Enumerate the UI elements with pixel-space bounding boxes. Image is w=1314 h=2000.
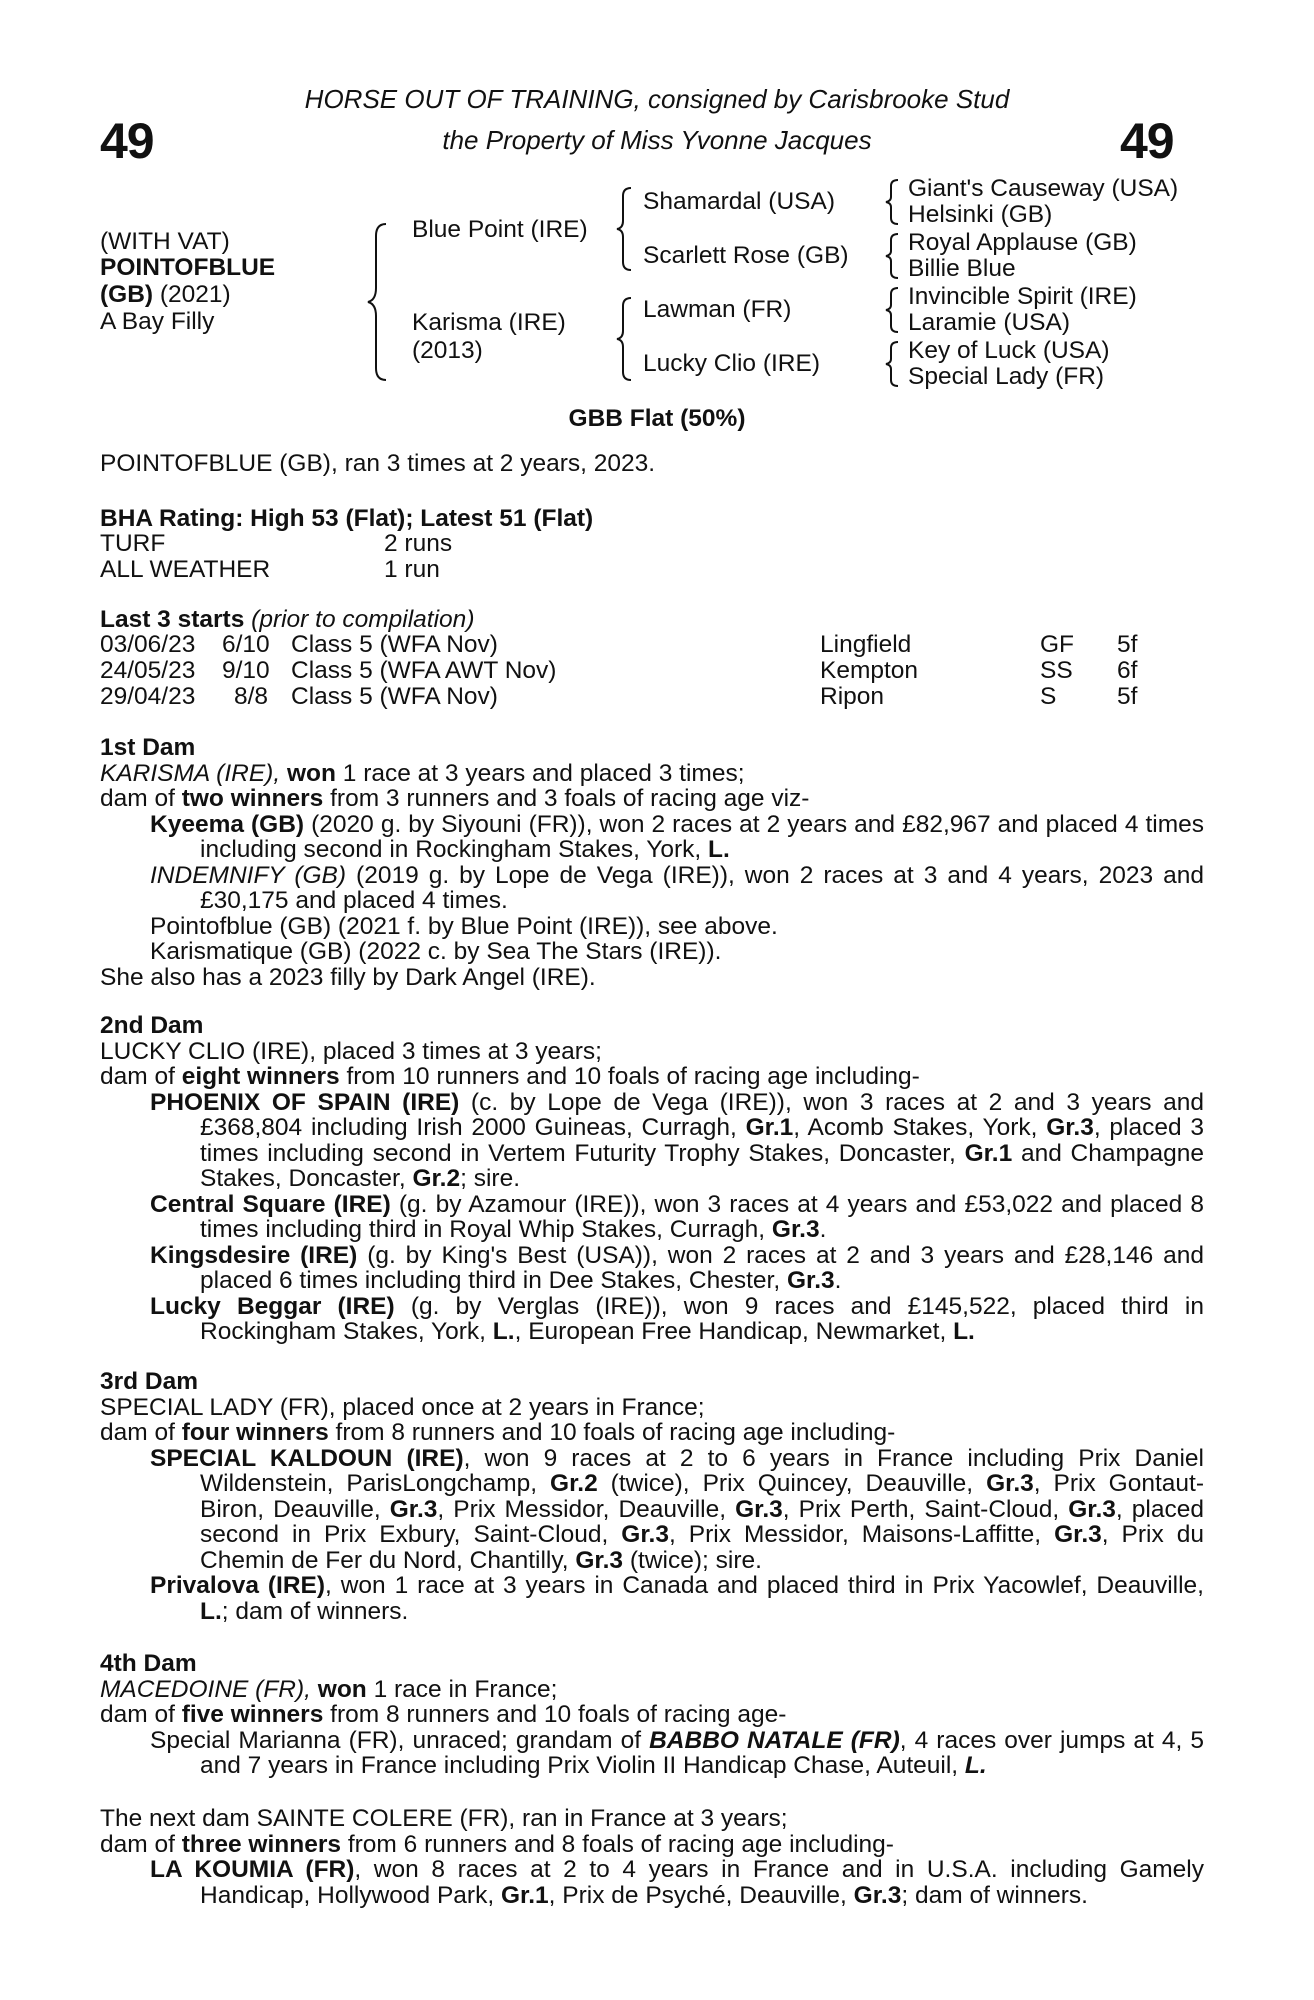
- pedigree-sds: Royal Applause (GB): [908, 229, 1137, 256]
- first-dam-name: KARISMA (IRE),: [100, 759, 287, 787]
- all-weather-runs: 1 run: [384, 556, 440, 583]
- fourth-dam-title: 4th Dam: [100, 1650, 197, 1677]
- first-dam-record: [100, 761, 1204, 787]
- last-starts-title: Last 3 starts: [100, 606, 245, 633]
- second-dam-section: [100, 1013, 1204, 1345]
- start-course: Lingfield: [820, 631, 912, 658]
- all-weather-label: ALL WEATHER: [100, 556, 271, 583]
- first-dam-title: 1st Dam: [100, 734, 196, 761]
- produce-text: , placed 3 times including second in Vertem Futurity Trophy Stakes, Doncaster,: [200, 1114, 1205, 1167]
- produce-name: INDEMNIFY (GB): [150, 861, 347, 889]
- produce-name: Kingsdesire (IRE): [150, 1241, 358, 1269]
- fourth-dam-section: [100, 1651, 1204, 1779]
- produce-text: , European Free Handicap, Newmarket,: [514, 1318, 954, 1345]
- produce-grade: L.: [953, 1318, 975, 1345]
- third-dam-section: [100, 1369, 1204, 1624]
- third-dam-title: 3rd Dam: [100, 1368, 199, 1395]
- pedigree-dam-year: (2013): [412, 337, 483, 364]
- start-going: SS: [1040, 657, 1073, 684]
- pedigree-brace-dam: [615, 296, 633, 382]
- pedigree-dam: Karisma (IRE): [412, 309, 566, 336]
- pedigree-ssd: Helsinki (GB): [908, 201, 1053, 228]
- produce-grade: Gr.2: [550, 1470, 598, 1497]
- start-distance: 6f: [1117, 657, 1138, 684]
- first-dam-record-text: 1 race at 3 years and placed 3 times;: [335, 759, 745, 787]
- produce-text: , Prix de Psyché, Deauville,: [548, 1881, 854, 1909]
- horse-year: (2021): [153, 281, 231, 308]
- next-dam-produce-c: from 6 runners and 8 foals of racing age including-: [341, 1830, 894, 1858]
- produce-grade: Gr.3: [1068, 1495, 1116, 1523]
- produce-entry-special-marianna: [100, 1728, 1204, 1779]
- produce-text: (g. by Azamour (IRE)), won 3 races at 4 years and £53,022 and placed 8 times including third in Royal Whip Stakes, Curragh,: [200, 1190, 1204, 1243]
- horse-origin-year: [100, 281, 231, 308]
- pedigree-brace-dd: [884, 340, 900, 388]
- fourth-dam-winners: five winners: [181, 1701, 324, 1728]
- first-dam-won: won: [286, 759, 336, 787]
- start-course: Ripon: [820, 683, 885, 710]
- third-dam-winners: four winners: [181, 1419, 329, 1446]
- third-dam-produce: [100, 1420, 1204, 1446]
- pedigree-brace-ds: [884, 286, 900, 334]
- lot-heading-property: the Property of Miss Yvonne Jacques: [442, 125, 872, 155]
- produce-name: Kyeema (GB): [150, 810, 305, 838]
- produce-text: , won 1 race at 3 years in Canada and placed third in Prix Yacowlef, Deauville,: [325, 1572, 1204, 1599]
- pedigree-dsd: Laramie (USA): [908, 309, 1071, 336]
- produce-name: SPECIAL KALDOUN (IRE): [150, 1444, 464, 1472]
- start-distance: 5f: [1117, 683, 1138, 710]
- produce-grade: Gr.1: [500, 1881, 549, 1909]
- produce-grade: Gr.3: [786, 1267, 835, 1294]
- start-date: 24/05/23: [100, 657, 196, 684]
- first-dam-produce-a: dam of: [100, 785, 182, 812]
- produce-entry-kyeema: [100, 812, 1204, 863]
- produce-grade: Gr.3: [1054, 1521, 1102, 1548]
- produce-text: (g. by King's Best (USA)), won 2 races at 2 and 3 years and £28,146 and placed 6 times including third in Dee Stakes, Chester,: [200, 1241, 1204, 1294]
- pedigree-ddd: Special Lady (FR): [908, 363, 1105, 390]
- second-dam-winners: eight winners: [181, 1063, 340, 1090]
- pedigree-sire-dam: Scarlett Rose (GB): [643, 242, 849, 269]
- turf-label: TURF: [100, 530, 166, 557]
- produce-text: ; sire.: [460, 1165, 521, 1192]
- produce-text: , Prix Messidor, Deauville,: [437, 1495, 736, 1523]
- produce-grade: Gr.2: [412, 1165, 461, 1192]
- produce-text: , Prix Messidor, Maisons-Laffitte,: [668, 1521, 1055, 1548]
- pedigree-dds: Key of Luck (USA): [908, 337, 1110, 364]
- gbb-flat-note: GBB Flat (50%): [568, 405, 746, 432]
- start-distance: 5f: [1117, 631, 1138, 658]
- pedigree-sire-sire: Shamardal (USA): [643, 188, 835, 215]
- start-race: Class 5 (WFA Nov): [291, 631, 498, 658]
- lot-heading-consignor: HORSE OUT OF TRAINING, consigned by Carisbrooke Stud: [304, 84, 1010, 114]
- produce-entry-special-kaldoun: [100, 1446, 1204, 1574]
- start-position: 8/8: [234, 683, 269, 710]
- pedigree-sss: Giant's Causeway (USA): [908, 175, 1179, 202]
- next-dam-record: The next dam SAINTE COLERE (FR), ran in France at 3 years;: [100, 1805, 788, 1832]
- produce-text: , Prix du Chemin de Fer du Nord, Chantilly,: [200, 1521, 1204, 1574]
- produce-grade: L.: [200, 1597, 222, 1625]
- produce-text: (twice); sire.: [623, 1546, 762, 1574]
- start-course: Kempton: [820, 657, 919, 684]
- produce-text: (g. by Verglas (IRE)), won 9 races and £145,522, placed third in Rockingham Stakes, York,: [200, 1292, 1204, 1345]
- second-dam-produce: [100, 1064, 1204, 1090]
- pedigree-dss: Invincible Spirit (IRE): [908, 283, 1137, 310]
- produce-text: , Acomb Stakes, York,: [793, 1114, 1047, 1141]
- produce-grade: Gr.3: [771, 1216, 820, 1243]
- produce-entry-pointofblue: Pointofblue (GB) (2021 f. by Blue Point (IRE)), see above.: [150, 912, 778, 940]
- produce-text: Special Marianna (FR), unraced; grandam of: [150, 1726, 650, 1754]
- bha-rating: BHA Rating: High 53 (Flat); Latest 51 (Flat): [100, 505, 594, 532]
- produce-text: , Prix Perth, Saint-Cloud,: [782, 1495, 1069, 1523]
- pedigree-sdd: Billie Blue: [908, 255, 1016, 282]
- produce-text: , 4 races over jumps at 4, 5 and 7 years in France including Prix Violin II Handicap Chase, Auteuil,: [200, 1726, 1205, 1779]
- pedigree-brace-sd: [884, 232, 900, 280]
- second-dam-produce-c: from 10 runners and 10 foals of racing age including-: [339, 1063, 920, 1090]
- produce-text: .: [834, 1267, 842, 1294]
- fourth-dam-name: MACEDOINE (FR),: [100, 1675, 318, 1703]
- produce-grade: L.: [964, 1752, 987, 1779]
- lot-number-right: 49: [1120, 113, 1174, 169]
- produce-grade: Gr.3: [575, 1546, 624, 1574]
- produce-text: ; dam of winners.: [901, 1881, 1088, 1909]
- produce-name: Lucky Beggar (IRE): [150, 1292, 395, 1320]
- start-going: GF: [1040, 631, 1075, 658]
- produce-grade: Gr.1: [745, 1114, 794, 1141]
- start-position: 6/10: [222, 631, 270, 658]
- produce-grade: Gr.3: [735, 1495, 783, 1523]
- third-dam-record: SPECIAL LADY (FR), placed once at 2 years in France;: [100, 1393, 705, 1421]
- vat-note: (WITH VAT): [100, 228, 230, 255]
- produce-entry-karismatique: Karismatique (GB) (2022 c. by Sea The Stars (IRE)).: [150, 938, 722, 965]
- pedigree-dam-sire: Lawman (FR): [643, 296, 792, 323]
- third-dam-produce-a: dam of: [100, 1419, 182, 1446]
- start-position: 9/10: [222, 657, 270, 684]
- next-dam-produce-a: dam of: [100, 1830, 182, 1858]
- pedigree-brace-ss: [884, 178, 900, 226]
- horse-description: A Bay Filly: [100, 308, 215, 335]
- produce-grade: Gr.3: [621, 1521, 669, 1548]
- produce-text: and Champagne Stakes, Doncaster,: [200, 1139, 1204, 1192]
- produce-text: .: [819, 1216, 827, 1243]
- last-starts-subtitle: (prior to compilation): [251, 606, 475, 633]
- lot-number-left: 49: [100, 113, 154, 169]
- horse-name: POINTOFBLUE: [100, 254, 276, 281]
- produce-grade: Gr.3: [389, 1495, 438, 1523]
- produce-entry-kingsdesire: [100, 1243, 1204, 1294]
- produce-entry-privalova: [100, 1573, 1204, 1624]
- produce-entry-phoenix-of-spain: [100, 1090, 1204, 1192]
- produce-name: LA KOUMIA (FR): [150, 1856, 355, 1883]
- produce-entry-lucky-beggar: [100, 1294, 1204, 1345]
- produce-name: Privalova (IRE): [150, 1572, 326, 1599]
- first-dam-note: She also has a 2023 filly by Dark Angel (IRE).: [100, 963, 596, 991]
- race-summary: POINTOFBLUE (GB), ran 3 times at 2 years, 2023.: [100, 450, 656, 477]
- produce-text: ; dam of winners.: [221, 1597, 409, 1625]
- second-dam-produce-a: dam of: [100, 1063, 182, 1090]
- produce-grade: Gr.3: [1046, 1114, 1094, 1141]
- fourth-dam-record-text: 1 race in France;: [366, 1675, 558, 1703]
- produce-text: , Prix Gontaut-Biron, Deauville,: [200, 1470, 1205, 1523]
- produce-text: (2019 g. by Lope de Vega (IRE)), won 2 races at 3 and 4 years, 2023 and £30,175 and placed 4 times.: [200, 861, 1204, 914]
- horse-country: (GB): [100, 281, 154, 308]
- produce-text: (c. by Lope de Vega (IRE)), won 3 races at 2 and 3 years and £368,804 including Irish 2000 Guineas, Curragh,: [200, 1088, 1204, 1141]
- produce-text: , won 9 races at 2 to 6 years in France including Prix Daniel Wildenstein, ParisLongchamp,: [200, 1444, 1204, 1497]
- second-dam-title: 2nd Dam: [100, 1012, 204, 1039]
- next-dam-winners: three winners: [181, 1830, 342, 1858]
- fourth-dam-produce: [100, 1702, 1204, 1728]
- produce-text: , placed second in Prix Exbury, Saint-Cloud,: [200, 1495, 1204, 1548]
- last-starts-heading: [100, 606, 474, 633]
- first-dam-produce-c: from 3 runners and 3 foals of racing age viz-: [323, 785, 810, 812]
- next-dam-produce: [100, 1832, 1204, 1858]
- produce-entry-la-koumia: [100, 1857, 1204, 1908]
- pedigree-brace-sire: [615, 186, 633, 272]
- turf-runs: 2 runs: [384, 530, 453, 557]
- third-dam-produce-c: from 8 runners and 10 foals of racing age including-: [328, 1419, 896, 1446]
- produce-name: BABBO NATALE (FR): [649, 1726, 900, 1754]
- fourth-dam-won: won: [317, 1675, 367, 1703]
- produce-entry-indemnify: [100, 863, 1204, 914]
- produce-grade: L.: [492, 1318, 515, 1345]
- fourth-dam-record: [100, 1677, 1204, 1703]
- produce-grade: Gr.3: [986, 1470, 1034, 1497]
- pedigree-brace-main: [366, 222, 388, 382]
- start-race: Class 5 (WFA AWT Nov): [291, 657, 557, 684]
- produce-grade: Gr.1: [964, 1139, 1013, 1167]
- produce-text: (2020 g. by Siyouni (FR)), won 2 races at 2 years and £82,967 and placed 4 times including second in Rockingham Stakes, York,: [200, 810, 1205, 863]
- pedigree-sire: Blue Point (IRE): [412, 216, 588, 243]
- first-dam-section: [100, 735, 1204, 990]
- start-race: Class 5 (WFA Nov): [291, 683, 498, 710]
- first-dam-produce: [100, 786, 1204, 812]
- first-dam-winners: two winners: [181, 785, 324, 812]
- fourth-dam-produce-c: from 8 runners and 10 foals of racing age-: [323, 1701, 787, 1728]
- second-dam-record: LUCKY CLIO (IRE), placed 3 times at 3 years;: [100, 1037, 602, 1065]
- produce-grade: L.: [708, 836, 730, 863]
- produce-text: , won 8 races at 2 to 4 years in France and in U.S.A. including Gamely Handicap, Hollywood Park,: [200, 1856, 1204, 1909]
- next-dam-section: [100, 1806, 1204, 1908]
- pedigree-dam-dam: Lucky Clio (IRE): [643, 350, 820, 377]
- produce-name: PHOENIX OF SPAIN (IRE): [150, 1088, 460, 1116]
- start-going: S: [1040, 683, 1057, 710]
- produce-entry-central-square: [100, 1192, 1204, 1243]
- start-date: 03/06/23: [100, 631, 196, 658]
- produce-name: Central Square (IRE): [150, 1190, 391, 1218]
- fourth-dam-produce-a: dam of: [100, 1701, 182, 1728]
- start-date: 29/04/23: [100, 683, 196, 710]
- produce-text: (twice), Prix Quincey, Deauville,: [597, 1470, 987, 1497]
- produce-grade: Gr.3: [853, 1881, 902, 1909]
